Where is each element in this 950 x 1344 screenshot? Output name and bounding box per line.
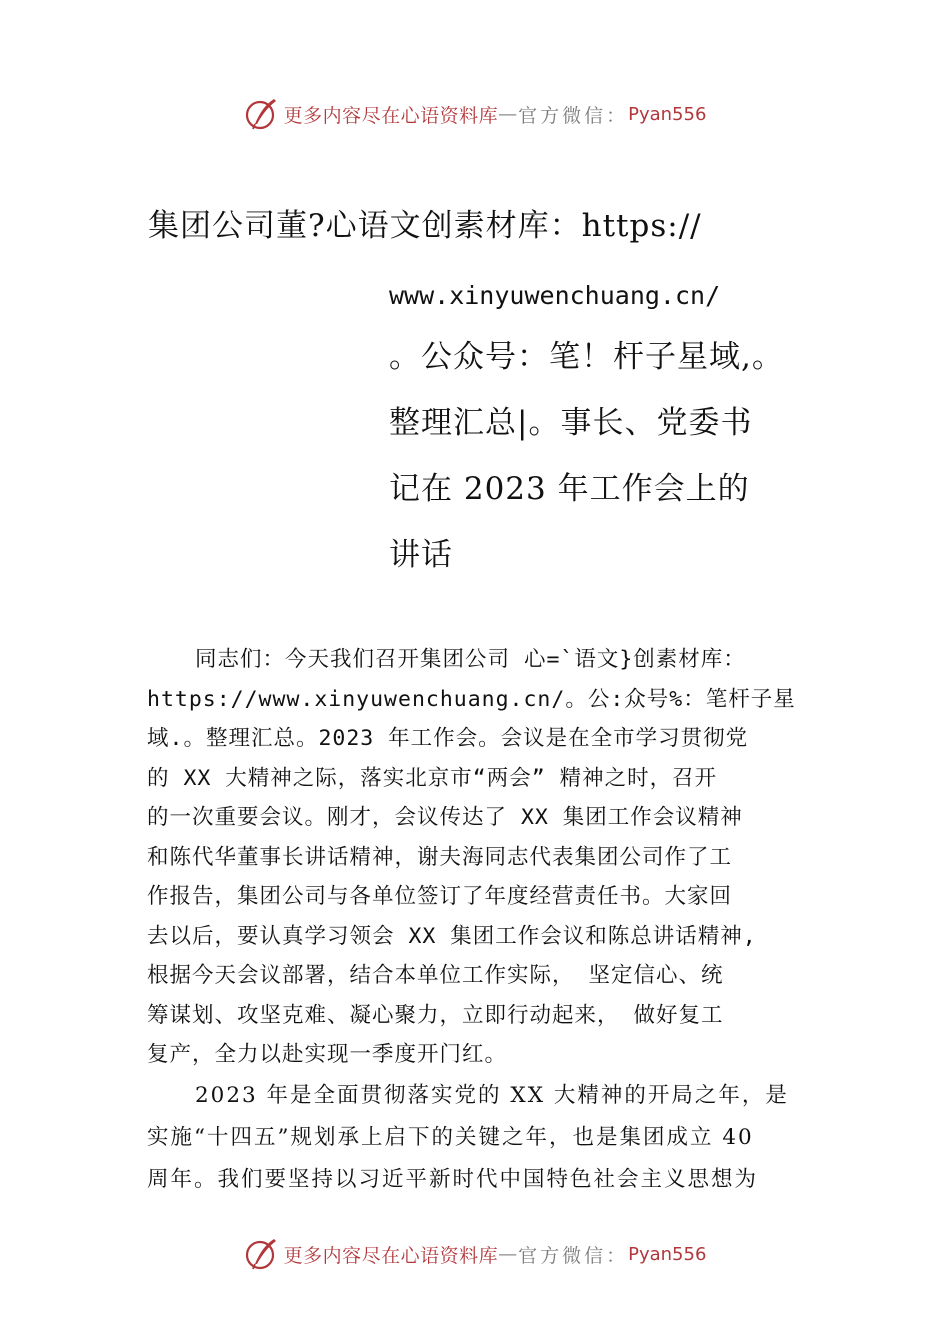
banner-dash: — [498, 1243, 519, 1265]
body-line: 域.。整理汇总。2023 年工作会。会议是在全市学习贯彻党 [147, 726, 749, 751]
body-line: 筹谋划、攻坚克难、凝心聚力，立即行动起来， 做好复工 [147, 1002, 724, 1028]
body-line: 的一次重要会议。刚才，会议传达了 XX 集团工作会议精神 [147, 805, 743, 830]
banner-main-text: 更多内容尽在心语资料库 [283, 104, 499, 127]
document-title [389, 268, 839, 588]
body-line: 的 XX 大精神之际，落实北京市“两会” 精神之时，召开 [147, 765, 718, 791]
body-line: 作报告，集团公司与各单位签订了年度经营责任书。大家回 [147, 884, 733, 909]
title-line-2: www.xinyuwenchuang.cn/ [389, 281, 721, 310]
title-line-6: 讲话 [389, 537, 453, 573]
body-line: 和陈代华董事长讲话精神，谢夫海同志代表集团公司作了工 [147, 844, 733, 870]
body-line: 周年。我们要坚持以习近平新时代中国特色社会主义思想为 [147, 1166, 759, 1192]
title-line-1: 集团公司董?心语文创素材库：https:// [148, 208, 702, 244]
header-banner [0, 92, 950, 136]
footer-banner [0, 1232, 950, 1276]
quill-pen-logo-icon [244, 96, 280, 132]
body-line: 去以后，要认真学习领会 XX 集团工作会议和陈总讲话精神, [147, 923, 757, 949]
title-line-5: 记在 2023 年工作会上的 [389, 471, 750, 507]
title-line-4: 整理汇总|。事长、党委书 [389, 405, 753, 441]
banner-wechat-label: 官方微信： [518, 104, 629, 127]
quill-pen-logo-icon [244, 1236, 280, 1272]
banner-dash: — [498, 103, 519, 125]
body-line: 实施“十四五”规划承上启下的关键之年，也是集团成立 40 [147, 1124, 754, 1150]
banner-main-text: 更多内容尽在心语资料库 [283, 1244, 499, 1267]
title-line-3: 。公众号：笔！杆子星域,。 [389, 339, 784, 375]
banner-wechat-id: Pyan556 [628, 103, 707, 125]
body-line: 同志们：今天我们召开集团公司 心=`语文}创素材库： [195, 647, 746, 672]
body-line: 根据今天会议部署，结合本单位工作实际， 坚定信心、统 [147, 963, 724, 988]
body-line: https://www.xinyuwenchuang.cn/。公:众号%：笔杆子星 [147, 686, 796, 712]
body-line: 2023 年是全面贯彻落实党的 XX 大精神的开局之年，是 [195, 1082, 789, 1108]
banner-wechat-id: Pyan556 [628, 1243, 707, 1265]
body-text [147, 640, 823, 1201]
banner-wechat-label: 官方微信： [518, 1244, 629, 1267]
body-line: 复产，全力以赴实现一季度开门红。 [147, 1042, 508, 1067]
